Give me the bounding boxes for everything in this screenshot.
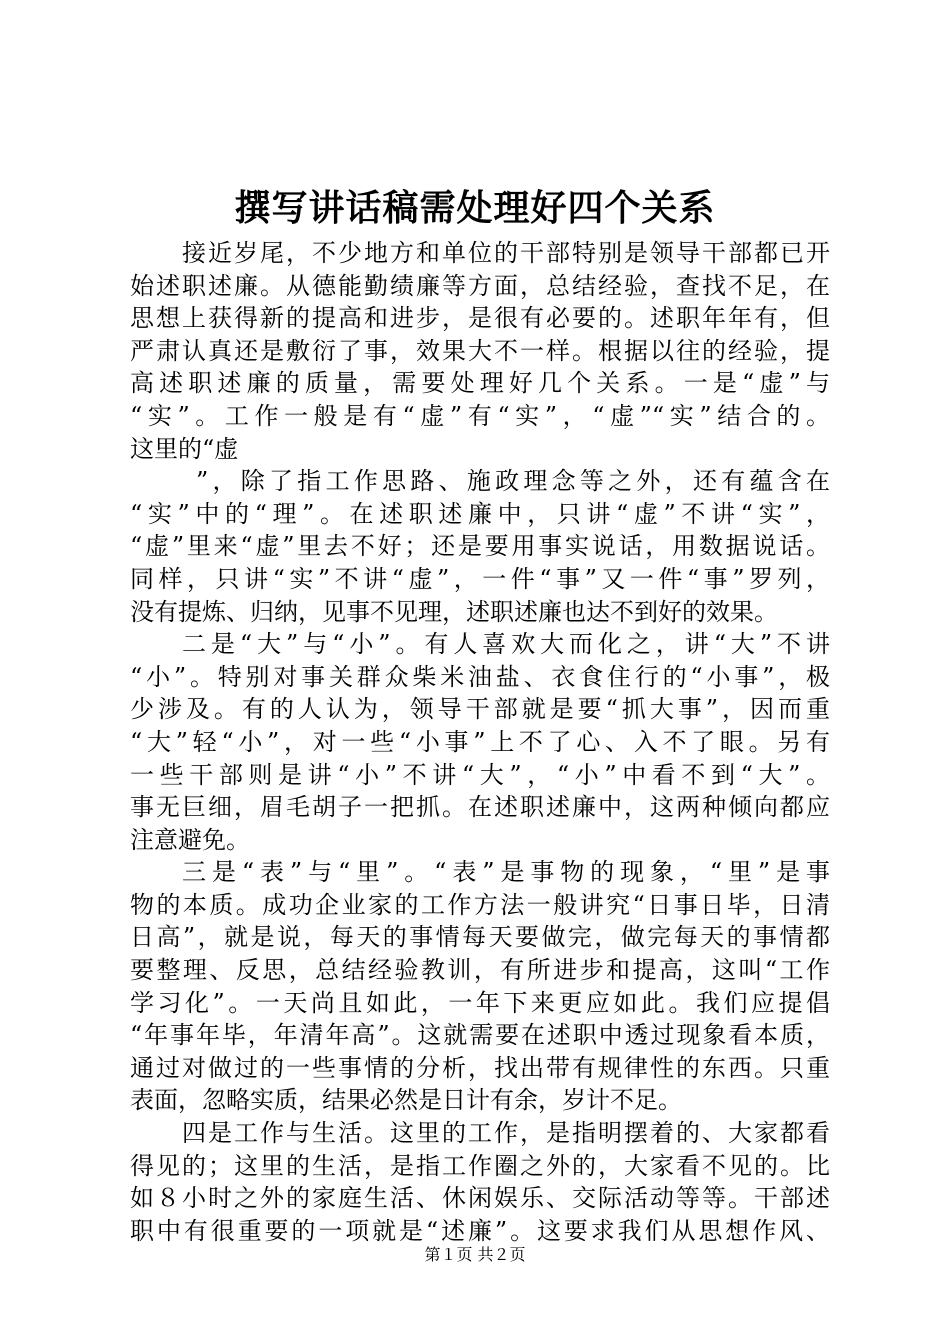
- text-line: 四是工作与生活。这里的工作，是指明摆着的、大家都看: [182, 1119, 830, 1148]
- document-body: [130, 237, 830, 1247]
- text-line: “大”轻“小”，对一些“小事”上不了心、入不了眼。另有: [130, 727, 830, 756]
- text-line: 日高”，就是说，每天的事情每天要做完，做完每天的事情都: [130, 923, 830, 952]
- text-line: “实”中的“理”。在述职述廉中，只讲“虚”不讲“实”，: [130, 499, 830, 528]
- text-line: 始述职述廉。从德能勤绩廉等方面，总结经验，查找不足，在: [130, 271, 830, 300]
- document-title: 撰写讲话稿需处理好四个关系: [234, 187, 716, 229]
- text-line: “小”。特别对事关群众柴米油盐、衣食住行的“小事”，极: [130, 662, 830, 691]
- text-line: 少涉及。有的人认为，领导干部就是要“抓大事”，因而重: [130, 695, 830, 724]
- text-line: 注意避免。: [130, 825, 250, 854]
- text-line: “虚”里来“虚”里去不好；还是要用事实说话，用数据说话。: [130, 532, 830, 561]
- text-line: 一些干部则是讲“小”不讲“大”，“小”中看不到“大”。: [130, 760, 830, 789]
- text-line: 如８小时之外的家庭生活、休闲娱乐、交际活动等等。干部述: [130, 1184, 830, 1213]
- text-line: 同样，只讲“实”不讲“虚”，一件“事”又一件“事”罗列，: [130, 564, 830, 593]
- text-line: 高述职述廉的质量，需要处理好几个关系。一是“虚”与: [130, 369, 830, 398]
- text-line: “实”。工作一般是有“虚”有“实”，“虚”“实”结合的。: [130, 401, 830, 430]
- text-line: 职中有很重要的一项就是“述廉”。这要求我们从思想作风、: [130, 1216, 830, 1245]
- text-line: 没有提炼、归纳，见事不见理，述职述廉也达不到好的效果。: [130, 597, 778, 626]
- text-line: 物的本质。成功企业家的工作方法一般讲究“日事日毕，日清: [130, 890, 830, 919]
- page-footer: 第１页 共２页: [424, 1245, 526, 1264]
- text-line: 学习化”。一天尚且如此，一年下来更应如此。我们应提倡: [130, 988, 830, 1017]
- text-line: 表面，忽略实质，结果必然是日计有余，岁计不足。: [130, 1086, 682, 1115]
- text-line: 接近岁尾，不少地方和单位的干部特别是领导干部都已开: [182, 239, 830, 267]
- text-line: 思想上获得新的提高和进步，是很有必要的。述职年年有，但: [130, 304, 830, 333]
- text-line: 要整理、反思，总结经验教训，有所进步和提高，这叫“工作: [130, 956, 830, 985]
- text-line: 二是“大”与“小”。有人喜欢大而化之，讲“大”不讲: [182, 630, 830, 659]
- text-line: 得见的；这里的生活，是指工作圈之外的，大家看不见的。比: [130, 1151, 830, 1180]
- text-line: 事无巨细，眉毛胡子一把抓。在述职述廉中，这两种倾向都应: [130, 793, 830, 822]
- text-line: 通过对做过的一些事情的分析，找出带有规律性的东西。只重: [130, 1053, 830, 1082]
- text-line: 严肃认真还是敷衍了事，效果大不一样。根据以往的经验，提: [130, 336, 830, 365]
- text-line: “年事年毕，年清年高”。这就需要在述职中透过现象看本质，: [130, 1021, 830, 1050]
- text-line: 这里的“虚: [130, 434, 239, 463]
- text-line: ”，除了指工作思路、施政理念等之外，还有蕴含在: [196, 467, 830, 496]
- text-line: 三是“表”与“里”。“表”是事物的现象，“里”是事: [182, 858, 830, 887]
